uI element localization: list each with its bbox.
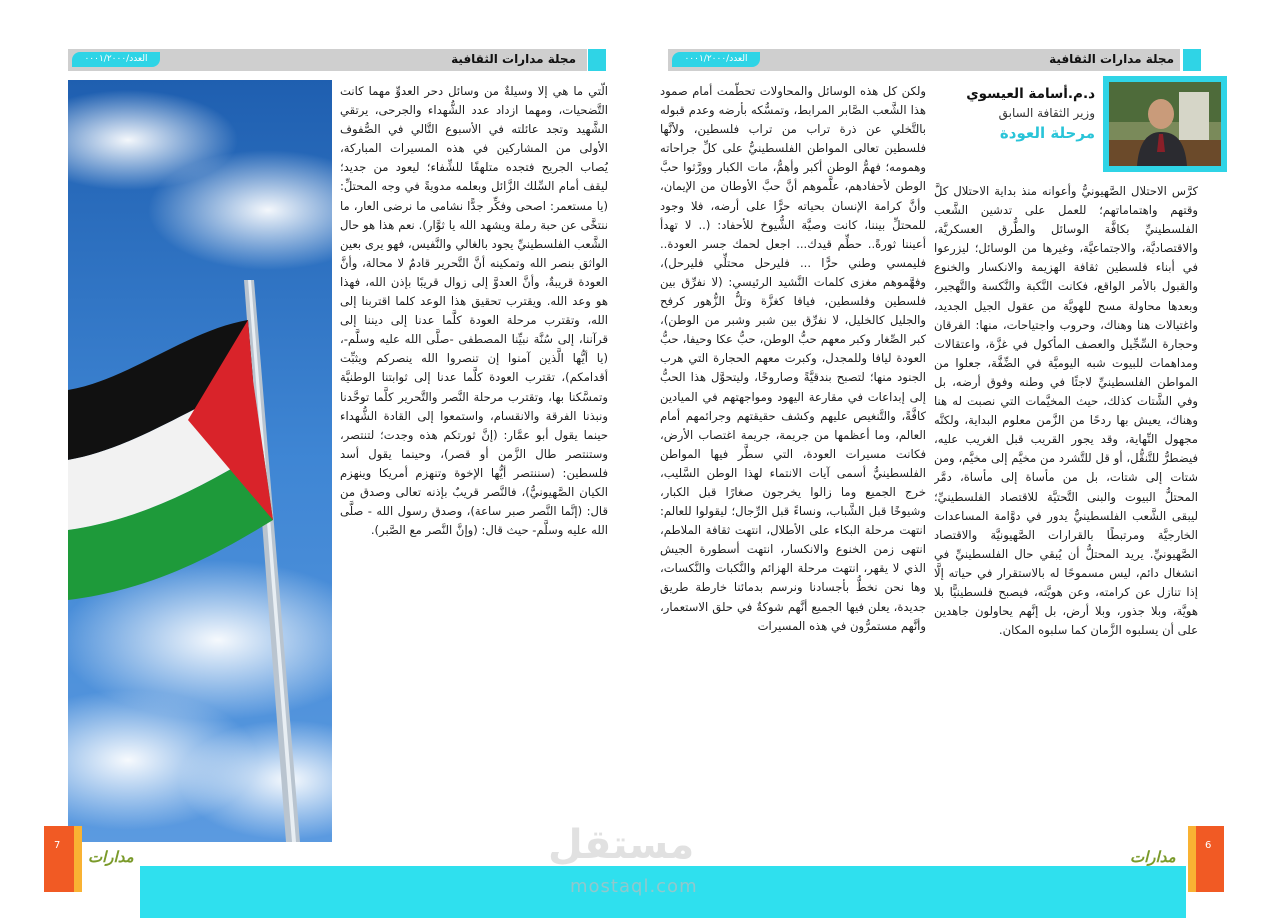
left-header-accent xyxy=(588,49,606,71)
article-title: مرحلة العودة xyxy=(999,124,1095,142)
right-issue-tab: العدد/٠٠٠١/٢٠٠٠ xyxy=(672,52,760,67)
author-position: وزير الثقافة السابق xyxy=(998,106,1095,120)
left-footer-orange-block xyxy=(44,826,74,892)
left-header-title: مجلة مدارات الثقافية xyxy=(451,52,576,66)
left-page-paragraph: الَّتي ما هي إلا وسيلةٌ من وسائل دحر العدوِّ مهما كانت التَّضحيات، ومهما ازداد عدد الشُّهداء والجرحى، يرتقي الشَّهيد وتجد عائلته في الأسبوع التَّالي في الصُّفوف الأولى من المشاركين في هذه المسيرات المباركة، يُصاب الجريح فتجده متلهفًا للشِّفاء؛ ليعود من جديد؛ ليقف أمام السِّلك الزَّائل وبعلمه مدويةً في وجه المحتلِّ: (يا مستعمر: اصحى وفكِّر جدًّا نشامى ما نرضى العار، ما ننتخَّى عن حبة رملة ويشهد الله يا ثوَّار). نعم هذا هو حال الشَّعب الفلسطينيِّ يجود بالغالي والنَّفيس، فهو يرى بعين الواثق بنصر الله وتمكينه أنَّ التَّحرير قادمٌ لا محالة، وأنَّ العودة قريبةٌ، وأنَّ العدوَّ إلى زوال قريبًا بإذن الله، فهذا هو وعد الله. ويقترب تحقيق هذا الوعد كلما اقتربنا إلى الله، وتقترب مرحلة العودة كلَّما عدنا إلى ديننا إلى قرآننا، إلى سُنَّة نبيِّنا المصطفى -صلَّى الله عليه وسلَّم-، (يا أيُّها الَّذين آمنوا إن تنصروا الله ينصركم ويثبِّت أقدامكم)، تقترب العودة كلَّما عدنا إلى ثوابتنا الوطنيَّة وتمسَّكنا بها، وتقترب مرحلة النَّصر والتَّحرير كلَّما توحَّدنا ونبذنا الفرقة والانقسام، واستمعوا إلى القادة الشُّهداء حينما يقول أبو عمَّار: (إنَّ ثورتكم هذه وجدت؛ لتنتصر، وستنتصر طال الزَّمن أو قصر)، وحينما يقول أسد فلسطين: (سننتصر أيُّها الإخوة وتنهزم أمريكا وينهزم الكيان الصَّهيونيُّ)، فالنَّصر قريبٌ بإذنه تعالى وصدق من قال: (إنَّما النَّصر صبر ساعة)، وصدق رسول الله - صلَّى الله عليه وسلَّم- حيث قال: (وإنَّ النَّصر مع الصَّبر). xyxy=(340,84,608,538)
right-page-number: 6 xyxy=(1205,840,1212,851)
right-page-right-paragraph: كرَّس الاحتلال الصَّهيونيُّ وأعوانه منذ بداية الاحتلال كلَّ وقتهم واهتماماتهم؛ للعمل على تدشين الشَّعب الفلسطينيِّ بكافَّة الوسائل والطُّرق العسكريَّة، والاقتصاديَّة، والاجتماعيَّة، وغيرها من الوسائل؛ ليزرعوا في أبناء فلسطين ثقافة الهزيمة والانكسار والخنوع والقبول بالأمر الواقع، فكانت النَّكبة والنَّكسة والتَّهجير، وبعدها محاولة مسح للهويَّة من عقول الجيل الجديد، واغتيالات هنا وهناك، وحروب واجتياحات، منها: الفرقان وحجارة السِّجِّيل والعصف المأكول في غزَّة، واعتقالات ومداهمات للبيوت شبه اليوميَّة في الضِّفَّة، جعلوا من المواطن الفلسطينيِّ لاجئًا في وطنه وفوق أرضه، بل وفي الشَّتات كذلك، حيث المخيَّمات التي نصبت له هنا وهناك، يعيش بها ردحًا من الزَّمن معلوم البداية، ولكنَّه مجهول النِّهاية، وقد يجور القريب قبل الغريب عليه، فيضطرُّ للتَّنقُّل، أو قل للتَّشرد من مخيَّم إلى مخيَّم، ومن شتات إلى شتات، بل من مأساة إلى مأساة، دمَّر المحتلُّ البيوت والبنى التَّحتيَّة للاقتصاد الفلسطينيِّ؛ ليبقى الشَّعب الفلسطينيُّ يدور في دوَّامة المساعدات الخارجيَّة ومرتبطًا بالقرارات الصَّهيونيَّة والاقتصاد الصَّهيونيِّ. يريد المحتلُّ أن يُبقي حال الفلسطينيِّ في انشغال دائم، ليس مسموحًا له بالاستقرار في حياته إلَّا إذا تنازل عن كرامته، وعن هويَّته، فيصبح فلسطينيًّا بلا هويَّة، وبلا جذور، وبلا أرض، بل إنَّهم يحاولون جاهدين على أن يسلبوه الزَّمان كما سلبوه المكان. xyxy=(934,184,1198,638)
flag-sky-illustration xyxy=(68,80,332,842)
author-name: د.م.أسامة العيسوي xyxy=(966,86,1095,102)
right-header-accent xyxy=(1183,49,1201,71)
left-footer-yellow-strip xyxy=(74,826,82,892)
left-footer-logo: مدارات xyxy=(88,848,134,866)
right-page-left-paragraph: ولكن كل هذه الوسائل والمحاولات تحطَّمت أمام صمود هذا الشَّعب الصَّابر المرابط، وتمسُّكه بأرضه وعدم قبوله بالتَّخلي عن ذرة تراب من تراب فلسطين، ولأنَّها فلسطين تعالى المواطن الفلسطينيُّ على كلِّ جراحاته وهمومه؛ فهمُّ الوطن أكبر وأهمُّ، مات الكبار وورَّثوا حبَّ الوطن لأحفادهم، علَّموهم أنَّ حبَّ الأوطان من الإيمان، وأنَّ كرامة الإنسان بحياته حرًّا على أرضه، فلا وجود للمحتلِّ بيننا، كانت وصيَّة الشُّيوخ للأحفاد: (.. لا تهدأ أعيننا ثورةً.. حطِّم قيدك... اجعل لحمك جسر العودة.. فليمسي وطني حرًّا ... فليرحل محتلِّي فليرحل)، وفهَّموهم مغزى كلمات النَّشيد الرئيسي: (لا نفرِّق بين فلسطين وفلسطين، فيافا كغزَّة وتلُّ الزُّهور كرفح والجليل كالخليل، لا نفرِّق بين شبر وشبر من الوطن)، كبر الصِّغار وكبر معهم حبُّ الوطن، حبُّ عكا وحيفا، حبُّ العودة ليافا وللمجدل، وكبرت معهم الحجارة التي هرب الجنود منها؛ لتصبح بندقيَّةً وصاروخًا، وليتحوَّل هذا الحبُّ إلى إبداعات في مقارعة اليهود ومواجهتهم في الميادين كافَّةً، والتَّنغيص عليهم وكشف حقيقتهم وجرائمهم أمام العالم، وما أعظمها من جريمة، جريمة اغتصاب الأرض، فكانت مسيرات العودة، التي سطَّر فيها المواطن الفلسطينيُّ أسمى آيات الانتماء لهذا الوطن السَّليب، خرج الجميع وما زالوا يخرجون صغارًا قبل الكبار، وشيوخًا قبل الشَّباب، ونساءً قبل الرِّجال؛ ليقولوا للعالم: انتهت مرحلة البكاء على الأطلال، انتهت ثقافة الملاطم، انتهى زمن الخنوع والانكسار، انتهت أسطورة الجيش الذي لا يقهر، انتهت مرحلة الهزائم والنَّكبات والنَّكسات، وها نحن نخطُّ بأجسادنا ونرسم بدمائنا خارطة طريق جديدة، يعلن فيها الجميع أنَّهم شوكةٌ في حلق الاستعمار، وأنَّهم مستمرُّون في هذه المسيرات xyxy=(660,84,926,633)
right-header-title: مجلة مدارات الثقافية xyxy=(1049,52,1174,66)
right-footer-orange-block xyxy=(1196,826,1224,892)
author-photo xyxy=(1103,76,1227,172)
watermark-sub: mostaql.com xyxy=(570,876,698,897)
watermark-main: مستقل xyxy=(548,822,695,868)
left-page-number: 7 xyxy=(54,840,61,851)
right-page-left-column xyxy=(660,82,926,842)
right-footer-yellow-strip xyxy=(1188,826,1196,892)
left-page-text-column xyxy=(340,82,608,732)
left-issue-tab: العدد/٠٠٠١/٢٠٠٠ xyxy=(72,52,160,67)
right-footer-logo: مدارات xyxy=(1130,848,1176,866)
right-page-right-column xyxy=(934,182,1198,842)
palestine-flag-image xyxy=(68,80,332,842)
author-portrait xyxy=(1109,82,1221,166)
